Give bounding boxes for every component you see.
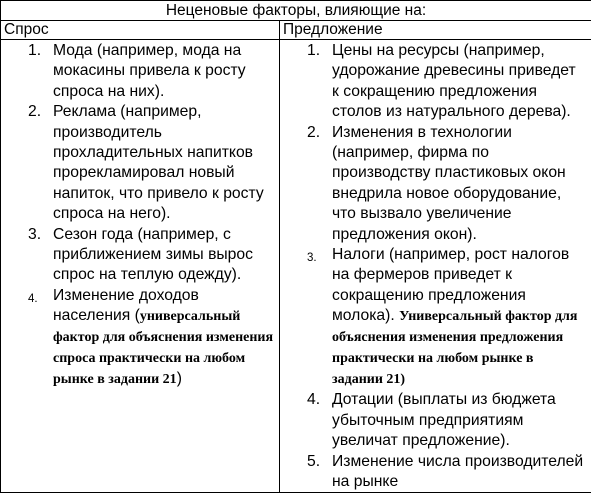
table-title-text: Неценовые факторы, влияющие на: [165, 2, 427, 19]
header-demand [1, 21, 280, 40]
list-text-tail: ) [176, 370, 182, 388]
list-text: Мода (например, мода на мокасины привела к росту спроса на них). [53, 42, 246, 100]
list-text: Изменение числа производителей на рынке [332, 452, 584, 490]
list-text: Дотации (выплаты из бюджета убыточным предприятиям увеличат предложение). [332, 391, 556, 450]
list-number: 2. [307, 123, 321, 141]
list-text: Цены на ресурсы (например, удорожание древесины приведет к сокращению предложения столов из натурального дерева). [332, 42, 576, 121]
demand-item-1 [1, 41, 275, 102]
demand-item-2 [1, 102, 275, 224]
list-number: 4. [307, 391, 321, 409]
list-text-bold: универсальный фактор для объяснения изменения спроса практически на любом рынке в задании 21 [53, 309, 274, 388]
list-text: Изменение доходов населения ( [53, 286, 199, 325]
list-number: 5. [307, 452, 321, 470]
demand-list [1, 40, 279, 390]
demand-item-3 [1, 225, 275, 286]
list-number: 1. [307, 42, 321, 59]
list-text: Реклама (например, производитель прохладительных напитков прорекламировал новый напиток, что привело к росту спроса на него). [53, 103, 264, 223]
list-text-tail: ) [400, 372, 406, 388]
supply-item-2 [280, 123, 591, 245]
list-number: 3. [307, 252, 317, 265]
list-text-bold: Универсальный фактор для объяснения изменения предложения практически на любом рынке в задании 21 [332, 309, 578, 388]
supply-item-4 [280, 390, 591, 451]
demand-column [1, 40, 280, 493]
list-text: Изменения в технологии (например, фирма по производству пластиковых окон внедрила новое оборудование, что вызвало увеличение предложения окон). [332, 123, 566, 243]
list-text: Налоги (например, рост налогов на фермеров приведет к сокращению предложения молока). [332, 246, 570, 325]
supply-item-1 [280, 41, 591, 123]
supply-item-5 [280, 452, 591, 493]
header-supply [280, 21, 591, 40]
list-number: 1. [28, 42, 42, 59]
supply-list [280, 40, 591, 492]
header-demand-text: Спрос [4, 21, 49, 38]
list-number: 4. [28, 292, 38, 305]
header-supply-text: Предложение [283, 21, 383, 38]
list-number: 2. [28, 103, 42, 121]
table-title [1, 1, 591, 21]
demand-item-4 [1, 286, 275, 390]
list-number: 3. [28, 225, 42, 243]
list-text: Сезон года (например, с приближением зимы вырос спрос на теплую одежду). [53, 225, 253, 284]
supply-item-3 [280, 245, 591, 390]
supply-column [280, 40, 591, 493]
